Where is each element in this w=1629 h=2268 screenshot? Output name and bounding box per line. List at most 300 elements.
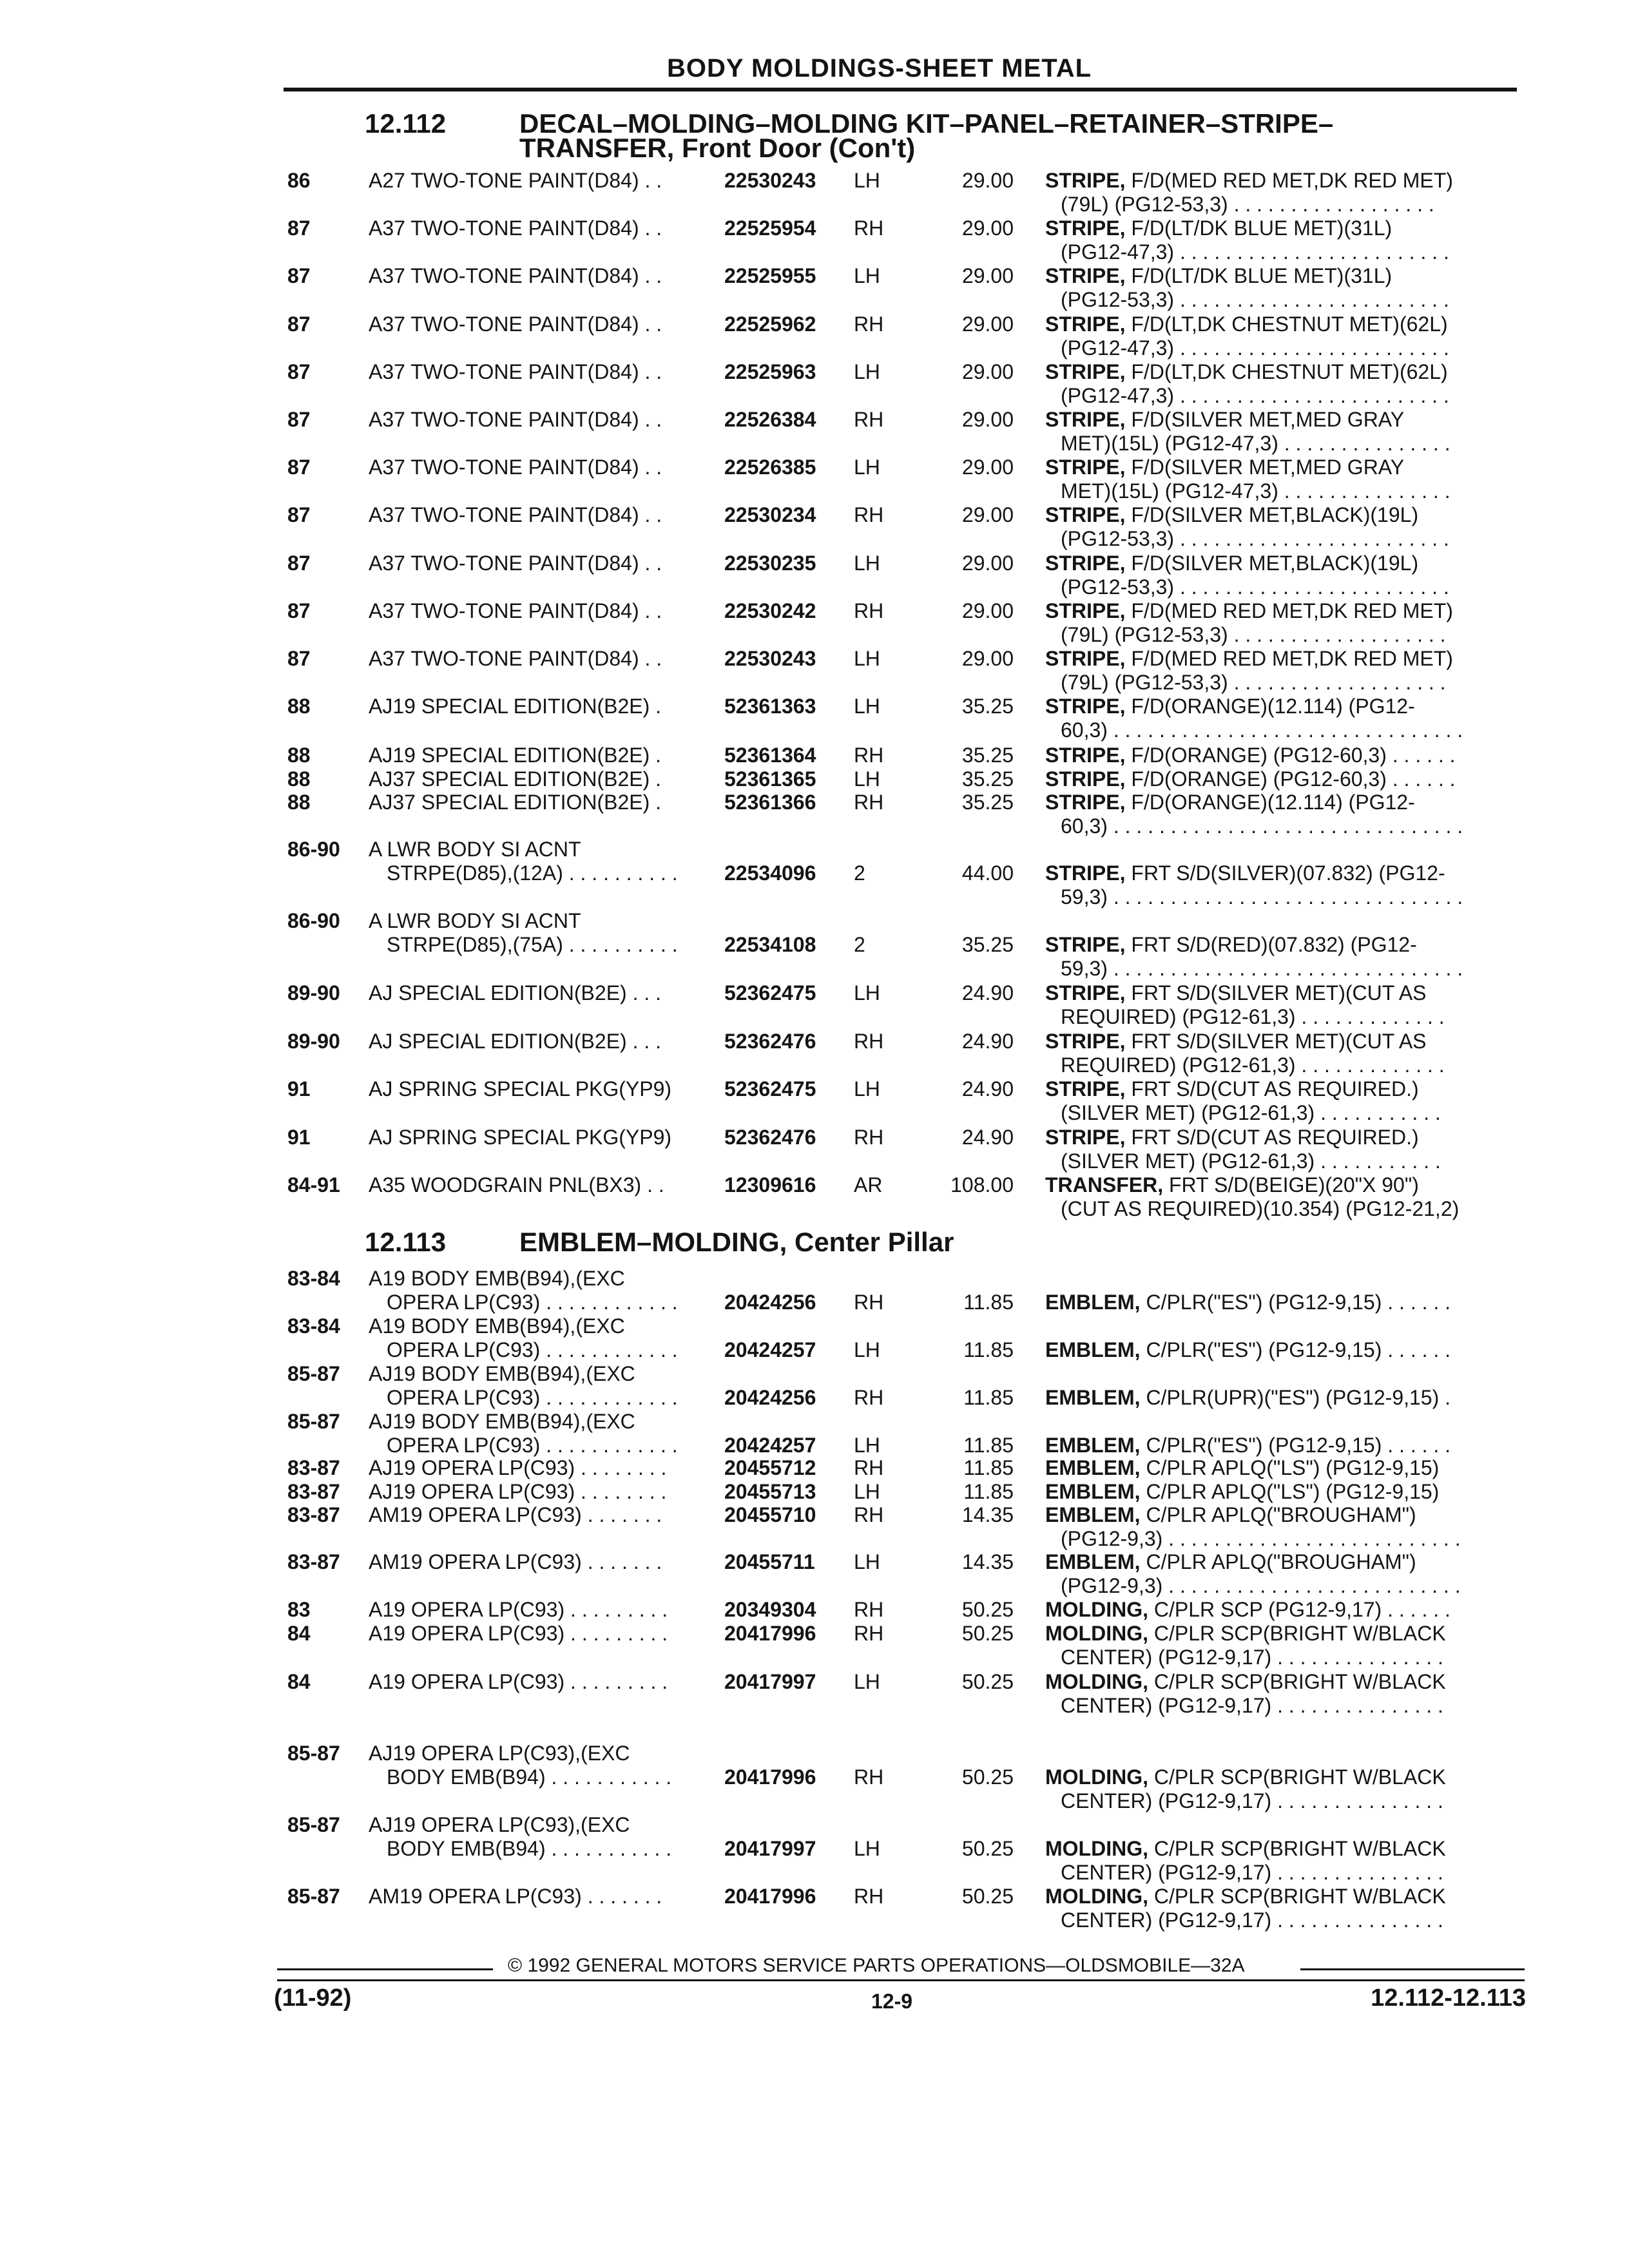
model-code-cell [369,1622,668,1646]
part-number: 22530242 [724,599,816,622]
model-code: AJ19 OPERA LP(C93) . . . . . . . . [369,1456,667,1479]
model-code: A37 TWO-TONE PAINT(D84) . . [369,216,662,240]
price: 29.00 [961,264,1014,288]
model-code-cell [369,312,662,336]
part-number: 52361363 [724,695,816,718]
description-cell [1045,599,1453,647]
side-qty: RH [854,1885,884,1908]
price: 29.00 [961,599,1014,622]
model-code: AJ37 SPECIAL EDITION(B2E) . [369,767,662,791]
side-qty: 2 [854,933,865,956]
description-cell [1045,1338,1451,1362]
side-qty: 2 [854,861,865,885]
model-year: 87 [287,503,311,527]
description-cell [1045,1837,1446,1885]
description-cell [1045,360,1449,408]
price: 29.00 [961,408,1014,431]
price: 50.25 [961,1598,1014,1621]
part-number: 52361365 [724,767,816,791]
model-code: AJ19 BODY EMB(B94),(EXC [369,1410,635,1433]
description-line [1045,1291,1451,1314]
description-text: C/PLR("ES") (PG12-9,15) . . . . . . [1140,1338,1451,1361]
description-cell [1045,791,1463,838]
description-noun: MOLDING, [1045,1622,1148,1645]
price: 29.00 [961,456,1014,479]
model-code: AJ19 OPERA LP(C93),(EXC [369,1813,630,1836]
model-code-cell [369,1030,661,1053]
model-year: 85-87 [287,1362,340,1385]
price: 108.00 [950,1173,1014,1196]
description-text: C/PLR APLQ("BROUGHAM") [1140,1550,1416,1573]
model-code-cell [369,838,678,885]
description-continued: (SILVER MET) (PG12-61,3) . . . . . . . . . . . [1061,1149,1441,1173]
description-line [1045,1077,1441,1101]
side-qty: LH [854,981,880,1004]
part-number: 22526384 [724,408,816,431]
model-code-cell [369,1480,666,1504]
description-noun: STRIPE, [1045,551,1126,575]
model-year: 88 [287,767,311,791]
description-cell [1045,1622,1446,1669]
description-line [1045,1386,1451,1410]
model-code: AJ19 SPECIAL EDITION(B2E) . [369,695,662,718]
description-line [1045,695,1463,718]
model-code: A37 TWO-TONE PAINT(D84) . . [369,408,662,431]
description-text: F/D(LT,DK CHESTNUT MET)(62L) [1125,360,1448,383]
description-noun: EMBLEM, [1045,1386,1141,1409]
model-code-cell [369,1173,664,1197]
description-text: C/PLR SCP(BRIGHT W/BLACK [1148,1885,1446,1908]
model-code-cell [369,744,661,767]
model-code: AJ SPRING SPECIAL PKG(YP9) [369,1077,672,1100]
description-line [1045,1338,1451,1362]
description-text: F/D(SILVER MET,BLACK)(19L) [1125,503,1419,527]
model-year: 86 [287,169,311,192]
description-line [1045,312,1449,336]
description-text: C/PLR SCP (PG12-9,17) . . . . . . [1148,1598,1451,1621]
model-code-cell [369,1550,662,1574]
description-continued: CENTER) (PG12-9,17) . . . . . . . . . . . . . . . [1061,1861,1443,1884]
description-noun: EMBLEM, [1045,1479,1141,1503]
price: 50.25 [961,1885,1014,1908]
side-qty: LH [854,551,880,575]
section-number: 12.112 [365,108,447,139]
description-line [1045,933,1463,957]
price: 11.85 [963,1291,1014,1314]
description-cell [1045,503,1449,551]
model-year: 91 [287,1125,311,1149]
side-qty: RH [854,1386,884,1409]
model-code-cell [369,503,662,527]
description-noun: STRIPE, [1045,360,1126,383]
description-noun: MOLDING, [1045,1670,1148,1693]
description-cell [1045,1030,1445,1077]
model-year: 83-87 [287,1550,340,1573]
part-number: 22525955 [724,264,816,288]
description-line [1045,767,1456,791]
description-text: C/PLR(UPR)("ES") (PG12-9,15) . [1140,1386,1451,1409]
part-number: 20455710 [724,1503,816,1526]
description-text: F/D(LT/DK BLUE MET)(31L) [1125,264,1393,288]
description-continued: (79L) (PG12-53,3) . . . . . . . . . . . . . . . . . . . [1061,622,1446,646]
description-cell [1045,1434,1451,1457]
description-text: F/D(SILVER MET,MED GRAY [1125,408,1405,431]
header-rule [284,88,1517,91]
price: 14.35 [961,1550,1014,1573]
description-cell [1045,169,1453,216]
description-noun: STRIPE, [1045,767,1126,791]
description-text: F/D(ORANGE) (PG12-60,3) . . . . . . [1125,744,1456,767]
description-noun: STRIPE, [1045,1029,1126,1053]
model-year: 88 [287,791,311,814]
side-qty: RH [854,1622,884,1645]
model-year: 87 [287,312,311,336]
model-code-continued: BODY EMB(B94) . . . . . . . . . . . [387,1837,672,1860]
description-cell [1045,933,1463,981]
side-qty: LH [854,695,880,718]
part-number: 22534108 [724,933,816,956]
part-number: 22525963 [724,360,816,383]
description-line [1045,360,1449,384]
model-code-cell [369,169,662,193]
model-code: A LWR BODY SI ACNT [369,909,581,932]
part-number: 20417996 [724,1622,816,1645]
model-year: 83-87 [287,1479,340,1503]
description-text: FRT S/D(CUT AS REQUIRED.) [1125,1077,1419,1100]
description-text: F/D(ORANGE)(12.114) (PG12- [1125,695,1415,718]
description-noun: MOLDING, [1045,1765,1148,1789]
model-code-cell [369,264,662,288]
description-continued: (CUT AS REQUIRED)(10.354) (PG12-21,2) [1061,1197,1460,1220]
description-text: F/D(MED RED MET,DK RED MET) [1125,599,1453,622]
description-noun: STRIPE, [1045,791,1126,814]
model-year: 83 [287,1598,311,1621]
description-line [1045,456,1451,479]
model-code: A LWR BODY SI ACNT [369,838,581,861]
description-cell [1045,1386,1451,1410]
model-code: A37 TWO-TONE PAINT(D84) . . [369,599,662,622]
model-code-cell [369,1742,671,1789]
description-line [1045,1765,1446,1789]
description-noun: EMBLEM, [1045,1550,1141,1573]
description-noun: STRIPE, [1045,408,1126,431]
description-noun: EMBLEM, [1045,1291,1141,1314]
price: 29.00 [961,503,1014,527]
part-number: 22525962 [724,312,816,336]
side-qty: RH [854,312,884,336]
description-line [1045,264,1449,288]
part-number: 52362476 [724,1029,816,1053]
model-code-cell [369,767,661,791]
description-cell [1045,767,1456,791]
description-continued: MET)(15L) (PG12-47,3) . . . . . . . . . . . . . . . [1061,479,1451,503]
price: 50.25 [961,1622,1014,1645]
footer-rule-right [1300,1968,1525,1970]
description-text: C/PLR SCP(BRIGHT W/BLACK [1148,1837,1446,1860]
part-number: 22530234 [724,503,816,527]
side-qty: RH [854,1456,884,1479]
description-text: F/D(ORANGE)(12.114) (PG12- [1125,791,1415,814]
side-qty: LH [854,647,880,670]
description-noun: STRIPE, [1045,1125,1126,1149]
model-code: A37 TWO-TONE PAINT(D84) . . [369,503,662,527]
model-code: A37 TWO-TONE PAINT(D84) . . [369,264,662,288]
model-code-cell [369,408,662,432]
model-code-continued: STRPE(D85),(12A) . . . . . . . . . . [387,861,678,885]
description-line [1045,1598,1451,1622]
footer-page-number: 12-9 [871,1990,913,2013]
price: 11.85 [963,1338,1014,1361]
description-line [1045,408,1451,432]
model-code-cell [369,647,662,671]
part-number: 22525954 [724,216,816,240]
description-continued: (PG12-53,3) . . . . . . . . . . . . . . . . . . . . . . . . [1061,527,1449,551]
side-qty: LH [854,1338,880,1361]
description-line [1045,1173,1459,1197]
model-year: 89-90 [287,981,340,1004]
model-year: 87 [287,264,311,288]
price: 24.90 [961,1125,1014,1149]
description-line [1045,1670,1446,1694]
model-code: AJ19 OPERA LP(C93) . . . . . . . . [369,1479,667,1503]
description-text: C/PLR SCP(BRIGHT W/BLACK [1148,1670,1446,1693]
description-noun: EMBLEM, [1045,1338,1141,1361]
part-number: 22530243 [724,169,816,192]
description-cell [1045,861,1463,909]
part-number: 22526385 [724,456,816,479]
description-noun: STRIPE, [1045,599,1126,622]
part-number: 20455711 [724,1550,815,1573]
part-number: 52362475 [724,1077,816,1100]
price: 29.00 [961,647,1014,670]
description-continued: 60,3) . . . . . . . . . . . . . . . . . . . . . . . . . . . . . . . [1061,814,1463,838]
description-text: F/D(SILVER MET,BLACK)(19L) [1125,551,1419,575]
description-cell [1045,1765,1446,1813]
price: 24.90 [961,981,1014,1004]
side-qty: RH [854,791,884,814]
description-line [1045,169,1453,193]
model-code-continued: OPERA LP(C93) . . . . . . . . . . . . [387,1338,678,1361]
price: 29.00 [961,551,1014,575]
description-continued: REQUIRED) (PG12-61,3) . . . . . . . . . . . . . [1061,1053,1445,1077]
description-line [1045,1837,1446,1861]
part-number: 20455712 [724,1456,816,1479]
description-line [1045,552,1449,575]
side-qty: LH [854,767,880,791]
description-line [1045,647,1453,671]
description-line [1045,861,1463,885]
model-code-cell [369,1813,671,1861]
part-number: 22534096 [724,861,816,885]
description-noun: STRIPE, [1045,933,1126,956]
price: 29.00 [961,312,1014,336]
part-number: 20455713 [724,1479,816,1503]
price: 11.85 [963,1434,1014,1457]
model-code-cell [369,1126,671,1149]
part-number: 20424256 [724,1291,816,1314]
description-continued: (79L) (PG12-53,3) . . . . . . . . . . . . . . . . . . . [1061,671,1446,694]
description-line [1045,1503,1461,1527]
model-year: 83-87 [287,1503,340,1526]
side-qty: LH [854,1479,880,1503]
model-code-continued: OPERA LP(C93) . . . . . . . . . . . . [387,1434,678,1457]
description-noun: TRANSFER, [1045,1173,1164,1196]
price: 50.25 [961,1765,1014,1789]
part-number: 20349304 [724,1598,816,1621]
model-code: AJ19 BODY EMB(B94),(EXC [369,1362,635,1385]
model-code-cell [369,552,662,575]
side-qty: LH [854,1670,880,1693]
description-line [1045,1622,1446,1646]
part-number: 20417997 [724,1837,816,1860]
section-title: DECAL–MOLDING–MOLDING KIT–PANEL–RETAINER–STRIPE– [519,108,1334,139]
model-year: 87 [287,408,311,431]
model-code: A19 BODY EMB(B94),(EXC [369,1267,625,1290]
description-line [1045,744,1456,767]
model-year: 84 [287,1622,311,1645]
model-code-cell [369,456,662,479]
side-qty: RH [854,1125,884,1149]
part-number: 52362476 [724,1125,816,1149]
model-year: 83-87 [287,1456,340,1479]
description-continued: CENTER) (PG12-9,17) . . . . . . . . . . . . . . . [1061,1694,1443,1717]
model-year: 87 [287,647,311,670]
model-code-cell [369,1410,678,1457]
description-cell [1045,408,1451,456]
model-code-cell [369,1267,678,1314]
description-continued: (PG12-47,3) . . . . . . . . . . . . . . . . . . . . . . . . [1061,383,1449,407]
description-text: FRT S/D(RED)(07.832) (PG12- [1125,933,1417,956]
description-text: FRT S/D(BEIGE)(20"X 90") [1163,1173,1419,1196]
footer-section-range: 12.112-12.113 [1371,1984,1526,2012]
side-qty: RH [854,1503,884,1526]
description-cell [1045,647,1453,695]
footer-date: (11-92) [274,1984,352,2012]
model-year: 83-84 [287,1314,340,1338]
description-continued: (PG12-47,3) . . . . . . . . . . . . . . . . . . . . . . . . [1061,336,1449,360]
side-qty: RH [854,599,884,622]
model-code-continued: BODY EMB(B94) . . . . . . . . . . . [387,1765,672,1789]
description-cell [1045,1456,1439,1480]
price: 44.00 [961,861,1014,885]
description-line [1045,599,1453,623]
description-cell [1045,1670,1446,1718]
description-text: C/PLR SCP(BRIGHT W/BLACK [1148,1622,1446,1645]
model-code: A37 TWO-TONE PAINT(D84) . . [369,551,662,575]
side-qty: LH [854,264,880,288]
price: 29.00 [961,216,1014,240]
side-qty: LH [854,1837,880,1860]
model-code-cell [369,1598,668,1622]
description-noun: STRIPE, [1045,744,1126,767]
model-code: A37 TWO-TONE PAINT(D84) . . [369,647,662,670]
model-code-cell [369,791,661,814]
part-number: 22530235 [724,551,816,575]
description-cell [1045,1885,1446,1932]
price: 35.25 [961,767,1014,791]
model-year: 85-87 [287,1813,340,1836]
section-title-continued: TRANSFER, Front Door (Con't) [519,133,916,163]
page-header-title: BODY MOLDINGS-SHEET METAL [667,54,1092,82]
side-qty: LH [854,360,880,383]
model-year: 86-90 [287,838,340,861]
model-year: 84 [287,1670,311,1693]
description-continued: (PG12-47,3) . . . . . . . . . . . . . . . . . . . . . . . . [1061,240,1449,264]
model-year: 87 [287,216,311,240]
description-cell [1045,1126,1441,1173]
description-text: C/PLR SCP(BRIGHT W/BLACK [1148,1765,1446,1789]
description-line [1045,1885,1446,1908]
model-code-cell [369,1077,671,1101]
description-noun: MOLDING, [1045,1885,1148,1908]
description-cell [1045,1598,1451,1622]
description-cell [1045,1480,1439,1504]
price: 11.85 [963,1456,1014,1479]
description-noun: STRIPE, [1045,647,1126,670]
description-cell [1045,1077,1441,1125]
price: 35.25 [961,933,1014,956]
model-code-cell [369,1314,678,1362]
part-number: 52362475 [724,981,816,1004]
description-noun: STRIPE, [1045,695,1126,718]
description-text: FRT S/D(CUT AS REQUIRED.) [1125,1125,1419,1149]
model-code: AJ SPECIAL EDITION(B2E) . . . [369,981,662,1004]
side-qty: LH [854,1550,880,1573]
footer-rule-bottom [277,1979,1525,1981]
price: 14.35 [961,1503,1014,1526]
model-code-cell [369,695,661,718]
description-text: F/D(LT/DK BLUE MET)(31L) [1125,216,1393,240]
description-text: C/PLR APLQ("LS") (PG12-9,15) [1140,1456,1440,1479]
model-code-cell [369,1885,662,1908]
description-text: F/D(ORANGE) (PG12-60,3) . . . . . . [1125,767,1456,791]
price: 50.25 [961,1670,1014,1693]
description-continued: CENTER) (PG12-9,17) . . . . . . . . . . . . . . . [1061,1646,1443,1669]
side-qty: LH [854,1434,880,1457]
price: 35.25 [961,744,1014,767]
description-noun: STRIPE, [1045,264,1126,288]
description-noun: STRIPE, [1045,312,1126,336]
price: 29.00 [961,169,1014,192]
description-noun: EMBLEM, [1045,1456,1141,1479]
side-qty: LH [854,1077,880,1100]
description-continued: (79L) (PG12-53,3) . . . . . . . . . . . . . . . . . . [1061,193,1434,216]
model-code-cell [369,1670,668,1694]
description-text: C/PLR("ES") (PG12-9,15) . . . . . . [1140,1434,1451,1457]
part-number: 20424257 [724,1434,816,1457]
side-qty: RH [854,1291,884,1314]
model-code: A19 BODY EMB(B94),(EXC [369,1314,625,1338]
description-line [1045,981,1445,1005]
model-code-cell [369,909,678,957]
description-text: FRT S/D(SILVER)(07.832) (PG12- [1125,861,1445,885]
description-noun: STRIPE, [1045,169,1126,192]
description-line [1045,1126,1441,1149]
description-noun: STRIPE, [1045,456,1126,479]
model-code: AJ37 SPECIAL EDITION(B2E) . [369,791,662,814]
model-code-cell [369,981,661,1005]
section-title: EMBLEM–MOLDING, Center Pillar [519,1227,954,1257]
side-qty: AR [854,1173,883,1196]
description-text: F/D(MED RED MET,DK RED MET) [1125,169,1453,192]
description-noun: STRIPE, [1045,503,1126,527]
side-qty: LH [854,456,880,479]
part-number: 20417996 [724,1885,816,1908]
footer-rule-left [277,1968,493,1970]
description-text: C/PLR APLQ("LS") (PG12-9,15) [1140,1479,1440,1503]
part-number: 20417996 [724,1765,816,1789]
description-noun: STRIPE, [1045,1077,1126,1100]
